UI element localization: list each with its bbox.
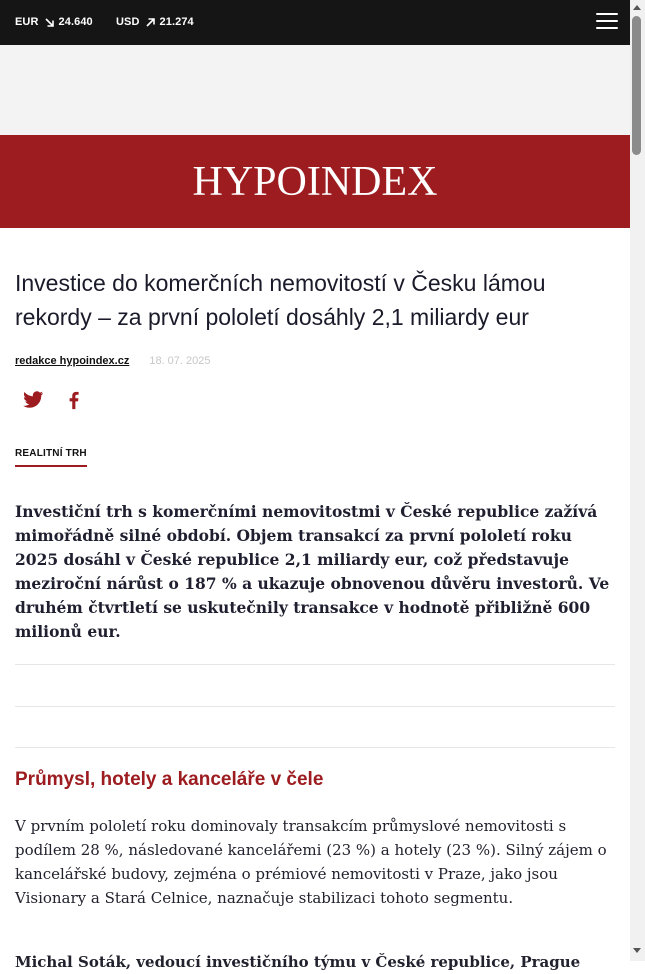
site-logo[interactable]: HYPOINDEX <box>192 159 438 205</box>
article-title: Investice do komerčních nemovitostí v Česku lámou rekordy – za první pololetí dosáhly 2,1 miliardy eur <box>15 270 546 330</box>
arrow-down-right-icon <box>44 17 55 28</box>
exchange-rate-usd <box>116 16 194 28</box>
scroll-up-icon[interactable] <box>633 5 641 10</box>
top-bar <box>0 0 630 45</box>
divider <box>15 706 615 707</box>
facebook-icon[interactable] <box>63 389 85 411</box>
currency-label: USD <box>116 16 140 28</box>
scrollbar-thumb[interactable] <box>632 16 641 155</box>
brand-header <box>0 135 630 228</box>
twitter-icon[interactable] <box>22 389 44 411</box>
ad-placeholder <box>0 45 630 135</box>
divider <box>15 664 615 665</box>
divider <box>15 747 615 748</box>
rate-value: 21.274 <box>159 16 194 28</box>
currency-label: EUR <box>15 16 39 28</box>
scroll-down-icon[interactable] <box>633 948 641 953</box>
author-link[interactable]: redakce hypoindex.cz <box>15 355 130 367</box>
exchange-rate-eur <box>15 16 93 28</box>
section-heading: Průmysl, hotely a kanceláře v čele <box>15 769 324 790</box>
category-tag[interactable]: REALITNÍ TRH <box>15 448 87 467</box>
publish-date: 18. 07. 2025 <box>149 355 211 367</box>
article-lead: Investiční trh s komerčními nemovitostmi v České republice zažívá mimořádně silné období. Objem transakcí za první pololetí roku 2025 dosáhl v České republice 2,1 miliardy eur, což představuje meziroční nárůst o 187 % a ukazuje obnovenou důvěru investorů. Ve druhém čtvrtletí se uskutečnily transakce v hodnotě přibližně 600 milionů eur. <box>15 502 610 641</box>
hamburger-menu-icon[interactable] <box>596 13 618 31</box>
scrollbar[interactable] <box>630 0 645 961</box>
article-paragraph: V prvním pololetí roku dominovaly transakcím průmyslové nemovitosti s podílem 28 %, následované kancelářemi (23 %) a hotely (23 %). Silný zájem o kancelářské budovy, zejména o prémiové nemovitosti v Praze, jako jsou Visionary a Stará Celnice, naznačuje stabilizaci tohoto segmentu. <box>15 817 607 907</box>
article-paragraph-cut: Michal Soták, vedoucí investičního týmu v České republice, Prague <box>15 953 581 971</box>
rate-value: 24.640 <box>58 16 93 28</box>
byline <box>15 355 211 367</box>
arrow-up-right-icon <box>145 17 156 28</box>
